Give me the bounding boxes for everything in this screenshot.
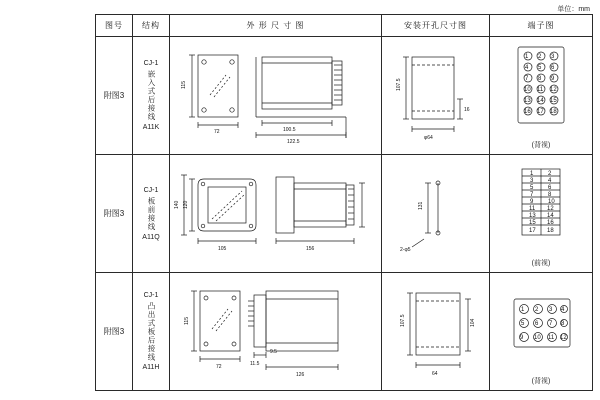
table-row xyxy=(96,155,592,273)
terminal-number: 12 xyxy=(547,206,554,212)
terminal-number: 15 xyxy=(550,98,557,104)
dim-label: 16 xyxy=(464,107,470,113)
terminal-number: 17 xyxy=(529,228,536,234)
structure-model: A11Q xyxy=(142,233,160,241)
terminal-number: 7 xyxy=(525,76,529,82)
dim-label: 115 xyxy=(184,317,190,325)
terminal-number: 5 xyxy=(521,321,525,327)
terminal-number: 3 xyxy=(551,54,555,60)
terminal-number: 6 xyxy=(551,65,555,71)
terminal-number: 11 xyxy=(529,206,536,212)
table-row xyxy=(96,37,592,155)
terminal-number: 11 xyxy=(548,335,555,341)
dim-label: 9.5 xyxy=(270,349,277,355)
terminal-number: 2 xyxy=(538,54,542,60)
dim-label: 11.5 xyxy=(250,361,260,367)
terminal-number: 6 xyxy=(535,321,539,327)
fig-no-cell: 附图3 xyxy=(96,273,133,390)
terminal-number: 9 xyxy=(551,76,555,82)
terminal-view-label: (背视) xyxy=(531,142,551,149)
structure-description: 凸出式板后接线 xyxy=(147,301,156,362)
table-header-row xyxy=(96,15,592,37)
dim-label: 122.5 xyxy=(287,139,300,145)
dim-label: 107.5 xyxy=(400,314,406,327)
terminal-number: 9 xyxy=(530,199,534,205)
terminal-number: 13 xyxy=(529,213,536,219)
structure-code: CJ-1 xyxy=(143,186,159,194)
outline-drawing-cell xyxy=(170,37,382,154)
terminal-number: 4 xyxy=(561,307,565,313)
terminal-view-label: (前视) xyxy=(531,260,551,267)
dim-label: 131 xyxy=(418,201,424,210)
spec-table xyxy=(95,14,593,391)
terminal-number: 8 xyxy=(561,321,565,327)
terminal-diagram-1 xyxy=(490,37,592,137)
terminal-drawing-cell xyxy=(490,155,592,272)
terminal-number: 6 xyxy=(548,185,552,191)
terminal-number: 1 xyxy=(521,307,525,313)
structure-code: CJ-1 xyxy=(143,291,159,299)
terminal-number: 7 xyxy=(530,192,534,198)
dim-label: 2-φ5 xyxy=(400,247,411,253)
terminal-number: 13 xyxy=(524,98,531,104)
terminal-number: 2 xyxy=(548,171,552,177)
terminal-number: 7 xyxy=(549,321,553,327)
structure-cell xyxy=(133,273,170,390)
header-fig-no: 图号 xyxy=(96,15,133,36)
dim-label: 156 xyxy=(306,246,315,252)
mounting-drawing-3 xyxy=(382,273,490,389)
unit-note: 单位：mm xyxy=(557,6,590,13)
terminal-number: 14 xyxy=(547,213,554,219)
terminal-number: 16 xyxy=(547,220,554,226)
terminal-number: 1 xyxy=(525,54,529,60)
mounting-drawing-1 xyxy=(382,37,490,154)
header-mounting: 安装开孔尺寸图 xyxy=(382,15,490,36)
terminal-number: 8 xyxy=(538,76,542,82)
terminal-drawing-cell xyxy=(490,37,592,154)
structure-description: 嵌入式后接线 xyxy=(147,70,156,121)
dim-label: 126 xyxy=(296,372,305,378)
terminal-number: 5 xyxy=(530,185,534,191)
fig-no-cell: 附图3 xyxy=(96,37,133,154)
outline-drawing-cell xyxy=(170,155,382,272)
fig-no-cell: 附图3 xyxy=(96,155,133,272)
terminal-number: 16 xyxy=(524,109,531,115)
terminal-number: 12 xyxy=(560,335,567,341)
terminal-number: 11 xyxy=(537,87,544,93)
outline-drawing-1 xyxy=(170,37,382,154)
structure-model: A11H xyxy=(142,364,160,372)
outline-drawing-3 xyxy=(170,273,382,389)
header-outline: 外 形 尺 寸 图 xyxy=(170,15,382,36)
terminal-number: 2 xyxy=(535,307,539,313)
terminal-number: 10 xyxy=(524,87,531,93)
dim-label: 105 xyxy=(218,246,227,252)
mounting-drawing-cell xyxy=(382,155,490,272)
terminal-number: 8 xyxy=(548,192,552,198)
terminal-diagram-3 xyxy=(490,273,592,373)
dim-label: 64 xyxy=(432,371,438,377)
dim-label: 140 xyxy=(174,200,180,209)
dim-label: 107.5 xyxy=(396,78,402,91)
terminal-number: 1 xyxy=(530,171,534,177)
terminal-number: 17 xyxy=(537,109,544,115)
header-structure: 结构 xyxy=(133,15,170,36)
terminal-drawing-cell xyxy=(490,273,592,390)
mounting-drawing-cell xyxy=(382,37,490,154)
table-row xyxy=(96,273,592,390)
terminal-number: 3 xyxy=(549,307,553,313)
mounting-drawing-2 xyxy=(382,155,490,272)
terminal-number: 4 xyxy=(548,178,552,184)
terminal-diagram-2 xyxy=(490,155,592,255)
mounting-drawing-cell xyxy=(382,273,490,390)
dim-label: 100.5 xyxy=(283,127,296,133)
terminal-number: 9 xyxy=(520,335,524,341)
dim-label: 72 xyxy=(216,364,222,370)
terminal-number: 15 xyxy=(529,220,536,226)
outline-drawing-2 xyxy=(170,155,382,272)
structure-model: A11K xyxy=(142,124,160,131)
structure-cell xyxy=(133,155,170,272)
outline-drawing-cell xyxy=(170,273,382,390)
terminal-number: 5 xyxy=(538,65,542,71)
terminal-number: 18 xyxy=(547,228,554,234)
structure-code: CJ-1 xyxy=(143,60,159,67)
dim-label: 115 xyxy=(181,81,187,89)
dim-label: φ64 xyxy=(424,135,433,141)
terminal-number: 4 xyxy=(525,65,529,71)
terminal-number: 10 xyxy=(534,335,541,341)
structure-description: 板前接线 xyxy=(147,196,156,231)
dim-label: 72 xyxy=(214,129,220,135)
dim-label: 104 xyxy=(470,318,476,327)
terminal-number: 18 xyxy=(550,109,557,115)
terminal-number: 10 xyxy=(548,199,555,205)
terminal-number: 12 xyxy=(550,87,557,93)
terminal-number: 3 xyxy=(530,178,534,184)
terminal-number: 14 xyxy=(537,98,544,104)
dim-label: 120 xyxy=(183,200,189,209)
terminal-view-label: (背视) xyxy=(531,378,551,385)
header-terminal: 端子图 xyxy=(527,21,555,30)
structure-cell xyxy=(133,37,170,154)
